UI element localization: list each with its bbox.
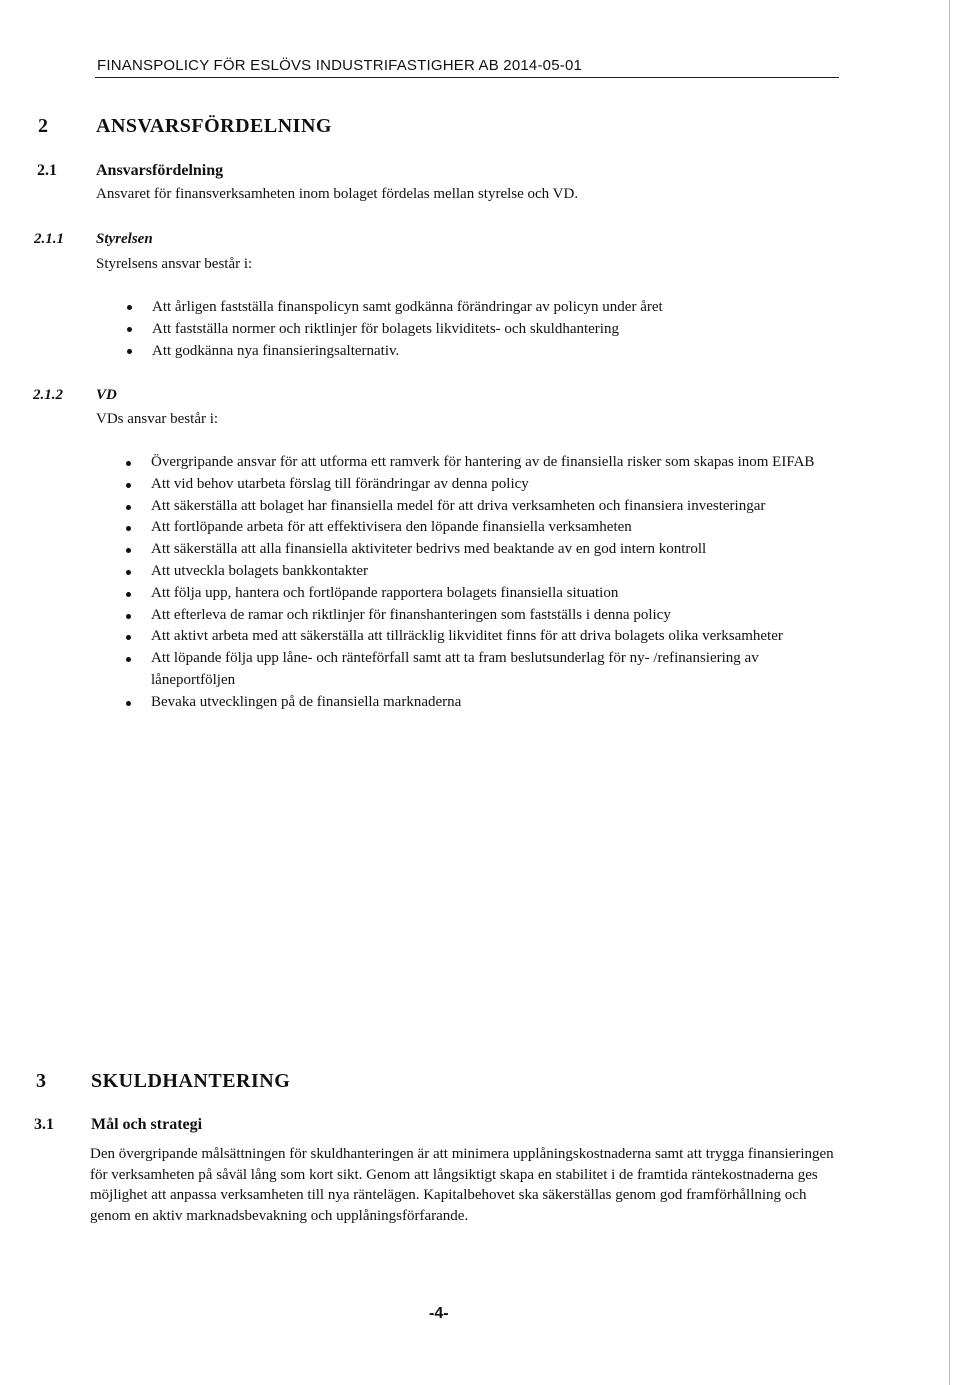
list-item: Att godkänna nya finansieringsalternativ. (152, 340, 852, 362)
list-item: Att löpande följa upp låne- och ränteförfall samt att ta fram beslutsunderlag för ny- /refinansiering av låneportföljen (151, 648, 831, 692)
section-2-1-1-number: 2.1.1 (34, 231, 64, 247)
list-item: Att fastställa normer och riktlinjer för bolagets likviditets- och skuldhantering (152, 318, 852, 340)
page-edge-line (949, 0, 950, 1385)
list-item: Bevaka utvecklingen på de finansiella marknaderna (151, 692, 831, 714)
list-item: Att fortlöpande arbeta för att effektivisera den löpande finansiella verksamheten (151, 517, 831, 539)
document-header: FINANSPOLICY FÖR ESLÖVS INDUSTRIFASTIGHER AB 2014-05-01 (97, 57, 583, 74)
section-3-1-text: Den övergripande målsättningen för skuldhanteringen är att minimera upplåningskostnaderna samt att trygga finansieringen för verksamheten på såväl lång som kort sikt. Genom att långsiktigt skapa en stabilitet i de framtida räntekostnaderna ges möjlighet att anpassa verksamheten till nya räntelägen. Kapitalbehovet ska säkerställas genom god framförhållning och genom en aktiv marknadsbevakning och upplåningsförfarande. (90, 1146, 834, 1224)
section-2-1-text: Ansvaret för finansverksamheten inom bolaget fördelas mellan styrelse och VD. (96, 186, 579, 202)
header-divider (95, 77, 839, 78)
list-item: Att säkerställa att alla finansiella aktiviteter bedrivs med beaktande av en god intern kontroll (151, 539, 831, 561)
vd-responsibility-list (151, 452, 831, 714)
list-item: Övergripande ansvar för att utforma ett ramverk för hantering av de finansiella risker som skapas inom EIFAB (151, 452, 831, 474)
section-2-1-2-heading: VD (96, 387, 117, 403)
styrelsen-responsibility-list (152, 296, 852, 362)
section-3-number: 3 (36, 1070, 46, 1092)
list-item: Att vid behov utarbeta förslag till förändringar av denna policy (151, 474, 831, 496)
list-item: Att efterleva de ramar och riktlinjer för finanshanteringen som fastställs i denna policy (151, 605, 831, 627)
page-number: -4- (429, 1305, 449, 1322)
section-2-number: 2 (38, 115, 48, 137)
section-2-1-2-number: 2.1.2 (33, 387, 63, 403)
section-2-1-number: 2.1 (37, 162, 57, 179)
list-item: Att säkerställa att bolaget har finansiella medel för att driva verksamheten och finansiera investeringar (151, 496, 831, 518)
section-3-heading: SKULDHANTERING (91, 1070, 291, 1092)
list-item: Att aktivt arbeta med att säkerställa att tillräcklig likviditet finns för att driva bolagets olika verksamheter (151, 626, 831, 648)
section-2-1-1-heading: Styrelsen (96, 231, 153, 247)
vd-intro: VDs ansvar består i: (96, 411, 219, 427)
section-2-heading: ANSVARSFÖRDELNING (96, 115, 332, 137)
list-item: Att årligen fastställa finanspolicyn samt godkänna förändringar av policyn under året (152, 296, 852, 318)
list-item: Att utveckla bolagets bankkontakter (151, 561, 831, 583)
section-3-1-number: 3.1 (34, 1116, 54, 1133)
section-2-1-heading: Ansvarsfördelning (96, 162, 224, 179)
styrelsen-intro: Styrelsens ansvar består i: (96, 256, 253, 272)
list-item: Att följa upp, hantera och fortlöpande rapportera bolagets finansiella situation (151, 583, 831, 605)
section-3-1-heading: Mål och strategi (91, 1116, 203, 1133)
